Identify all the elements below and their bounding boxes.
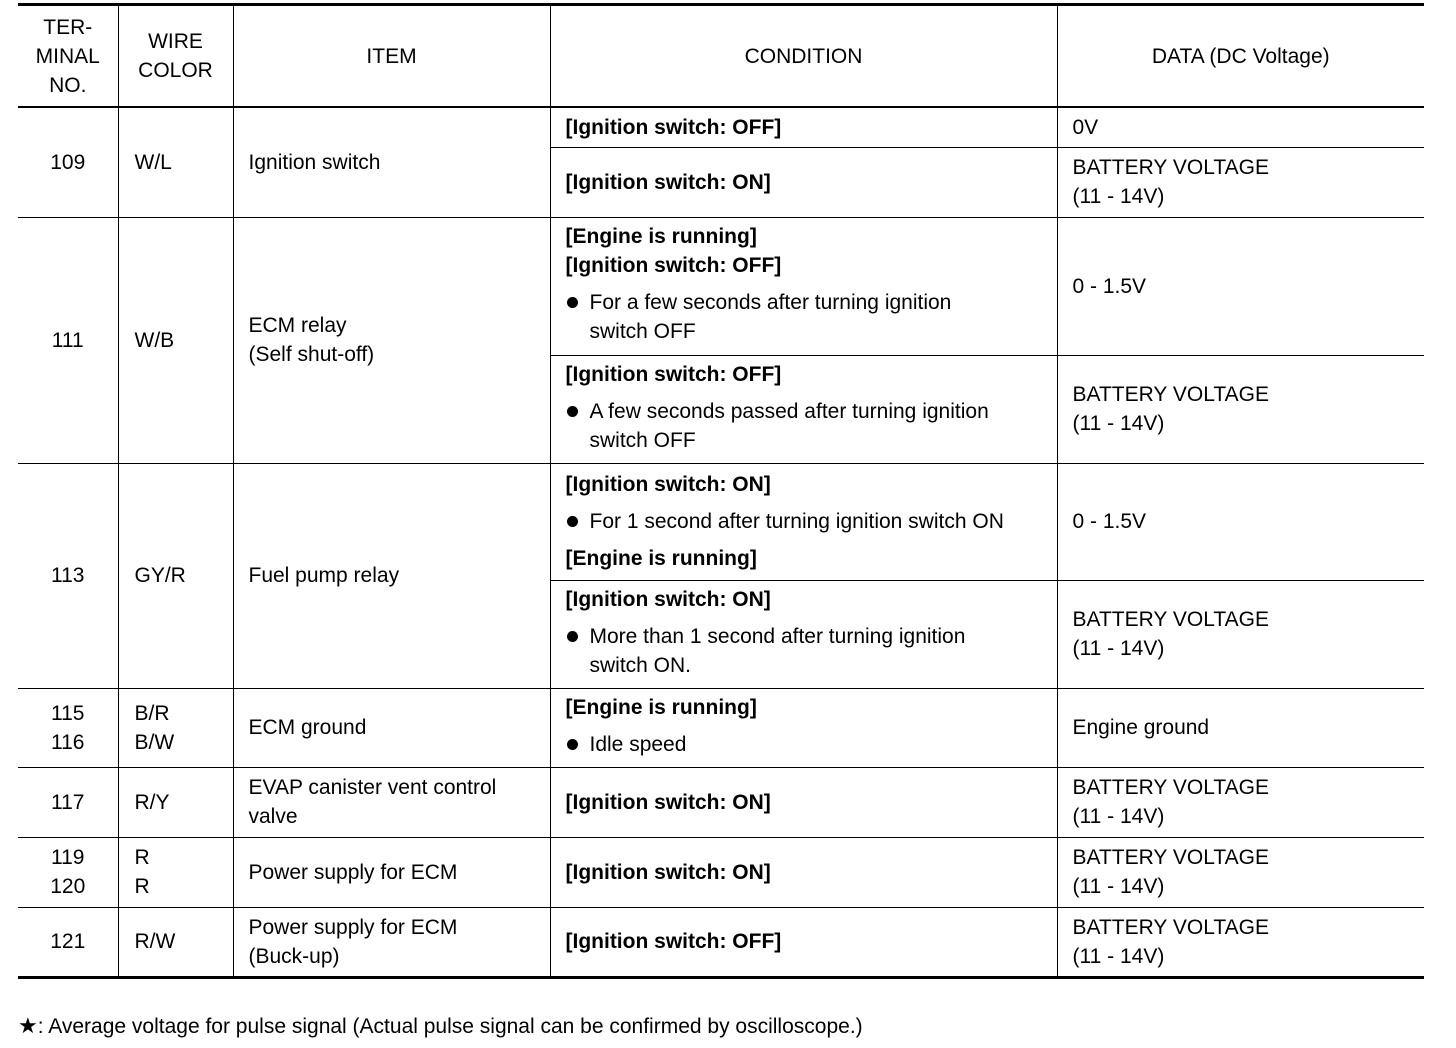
wire-color-cell [118,217,233,463]
header-row [18,5,1424,108]
wire-color: GY/R [134,564,186,587]
wire-color: R/W [134,930,176,953]
item-cell [233,837,550,907]
terminal-no-cell [18,907,118,977]
condition-label: [Ignition switch: OFF] [565,930,782,953]
condition-label: [Ignition switch: ON] [565,587,771,611]
item-text: (Buck-up) [248,944,340,968]
condition-label: [Engine is running] [565,695,757,719]
condition-cell [550,217,1057,355]
item-text: valve [248,805,298,828]
terminal-no: 116 [51,730,85,754]
condition-bullet-text: More than 1 second after turning ignition [589,624,966,648]
data-value: 0V [1072,115,1099,139]
header-data: DATA (DC Voltage) [1057,5,1424,108]
data-value: Engine ground [1072,716,1210,739]
header-terminal-line: TER- [43,15,93,39]
wire-color: R/Y [134,790,170,814]
condition-bullet [566,397,1051,455]
condition-cell [550,907,1057,977]
terminal-no-cell [18,767,118,837]
data-cell [1057,767,1424,837]
wire-color-cell [118,688,233,767]
condition-cell [550,147,1057,217]
item-text: (Self shut-off) [248,343,375,366]
condition-cell [550,837,1057,907]
wire-color-cell [118,837,233,907]
bullet-icon [567,406,578,417]
data-value: 0 - 1.5V [1072,274,1147,298]
wire-color: W/L [134,150,172,174]
item-text: EVAP canister vent control [248,776,497,799]
terminal-no-cell [18,217,118,463]
condition-cell [550,767,1057,837]
condition-label: [Ignition switch: ON] [565,860,771,884]
condition-bullet [566,507,1051,536]
wire-color: B/R [134,701,170,725]
condition-label: [Ignition switch: ON] [565,170,771,194]
item-cell [233,217,550,463]
terminal-data-table [18,3,1424,979]
terminal-no-cell [18,107,118,217]
data-value: BATTERY VOLTAGE [1072,608,1269,631]
condition-label: [Engine is running] [565,225,757,248]
header-condition: CONDITION [550,5,1057,108]
data-cell [1057,107,1424,147]
item-cell [233,688,550,767]
condition-bullet-text: switch OFF [589,428,696,452]
condition-bullet-text: For 1 second after turning ignition switch ON [589,510,1004,533]
terminal-no: 119 [51,846,85,869]
data-value: BATTERY VOLTAGE [1072,846,1269,869]
table-row [18,107,1424,147]
wire-color: B/W [134,730,175,754]
terminal-no-cell [18,688,118,767]
condition-label: [Ignition switch: ON] [565,473,771,496]
data-value: BATTERY VOLTAGE [1072,156,1269,179]
wire-color: R [134,875,150,898]
condition-cell [550,580,1057,688]
data-value: (11 - 14V) [1072,412,1165,435]
item-cell [233,907,550,977]
terminal-no: 113 [51,564,85,587]
data-value: 0 - 1.5V [1072,510,1147,533]
wire-color: W/B [134,328,175,352]
condition-bullet-text: Idle speed [589,732,687,756]
terminal-no: 109 [50,150,86,174]
item-cell [233,107,550,217]
data-value: BATTERY VOLTAGE [1072,776,1269,799]
bullet-icon [567,631,578,642]
condition-cell [550,355,1057,463]
table-row [18,907,1424,977]
header-wire-line: WIRE [148,30,203,53]
condition-bullet-text: switch ON. [589,653,692,677]
data-value: (11 - 14V) [1072,185,1165,208]
footnote-text: : Average voltage for pulse signal (Actual pulse signal can be confirmed by oscilloscope.) [37,1015,863,1038]
condition-bullet [566,730,1051,759]
data-value: BATTERY VOLTAGE [1072,915,1269,939]
terminal-no: 117 [51,790,85,814]
table-row [18,767,1424,837]
condition-label: [Ignition switch: ON] [565,790,771,814]
wire-color-cell [118,907,233,977]
table-row [18,463,1424,580]
data-cell [1057,147,1424,217]
item-text: Fuel pump relay [248,564,400,587]
terminal-no-cell [18,463,118,688]
data-cell [1057,907,1424,977]
condition-cell [550,463,1057,580]
condition-label: [Ignition switch: OFF] [565,254,782,277]
condition-label: [Engine is running] [565,547,757,570]
terminal-no: 115 [51,701,85,725]
header-wire-color [118,5,233,108]
footnote [18,1011,863,1041]
condition-cell [550,688,1057,767]
terminal-no-cell [18,837,118,907]
terminal-no: 120 [50,875,86,898]
header-terminal-line: NO. [49,73,87,97]
item-text: Ignition switch [248,150,381,174]
data-value: (11 - 14V) [1072,805,1165,828]
condition-bullet [566,288,1051,346]
header-terminal-no [18,5,118,108]
data-value: (11 - 14V) [1072,637,1165,660]
data-cell [1057,217,1424,355]
condition-label: [Ignition switch: OFF] [565,362,782,386]
condition-bullet-text: switch OFF [589,320,696,343]
data-value: (11 - 14V) [1072,875,1165,898]
wire-color-cell [118,463,233,688]
data-value: BATTERY VOLTAGE [1072,383,1269,406]
condition-bullet-text: For a few seconds after turning ignition [589,291,952,314]
table-row [18,837,1424,907]
data-cell [1057,355,1424,463]
header-item: ITEM [233,5,550,108]
item-text: Power supply for ECM [248,860,458,884]
wire-color-cell [118,107,233,217]
bullet-icon [567,297,578,308]
table-row [18,217,1424,355]
wire-color-cell [118,767,233,837]
data-cell [1057,580,1424,688]
condition-label: [Ignition switch: OFF] [565,115,782,139]
condition-cell [550,107,1057,147]
table-header [18,5,1424,108]
bullet-icon [567,516,578,527]
item-cell [233,463,550,688]
data-cell [1057,463,1424,580]
condition-bullet-text: A few seconds passed after turning ignition [589,399,989,423]
terminal-no: 111 [51,328,84,352]
bullet-icon [567,739,578,750]
header-terminal-line: MINAL [35,44,100,68]
terminal-no: 121 [50,930,86,953]
header-wire-line: COLOR [138,59,213,82]
wire-color: R [134,846,150,869]
condition-bullet [566,622,1051,680]
star-icon: ★ [18,1013,38,1038]
item-text: ECM ground [248,716,367,739]
item-text: Power supply for ECM [248,915,458,939]
data-value: (11 - 14V) [1072,944,1165,968]
table-row [18,688,1424,767]
data-cell [1057,837,1424,907]
table-body [18,107,1424,977]
data-cell [1057,688,1424,767]
item-text: ECM relay [248,314,347,337]
item-cell [233,767,550,837]
